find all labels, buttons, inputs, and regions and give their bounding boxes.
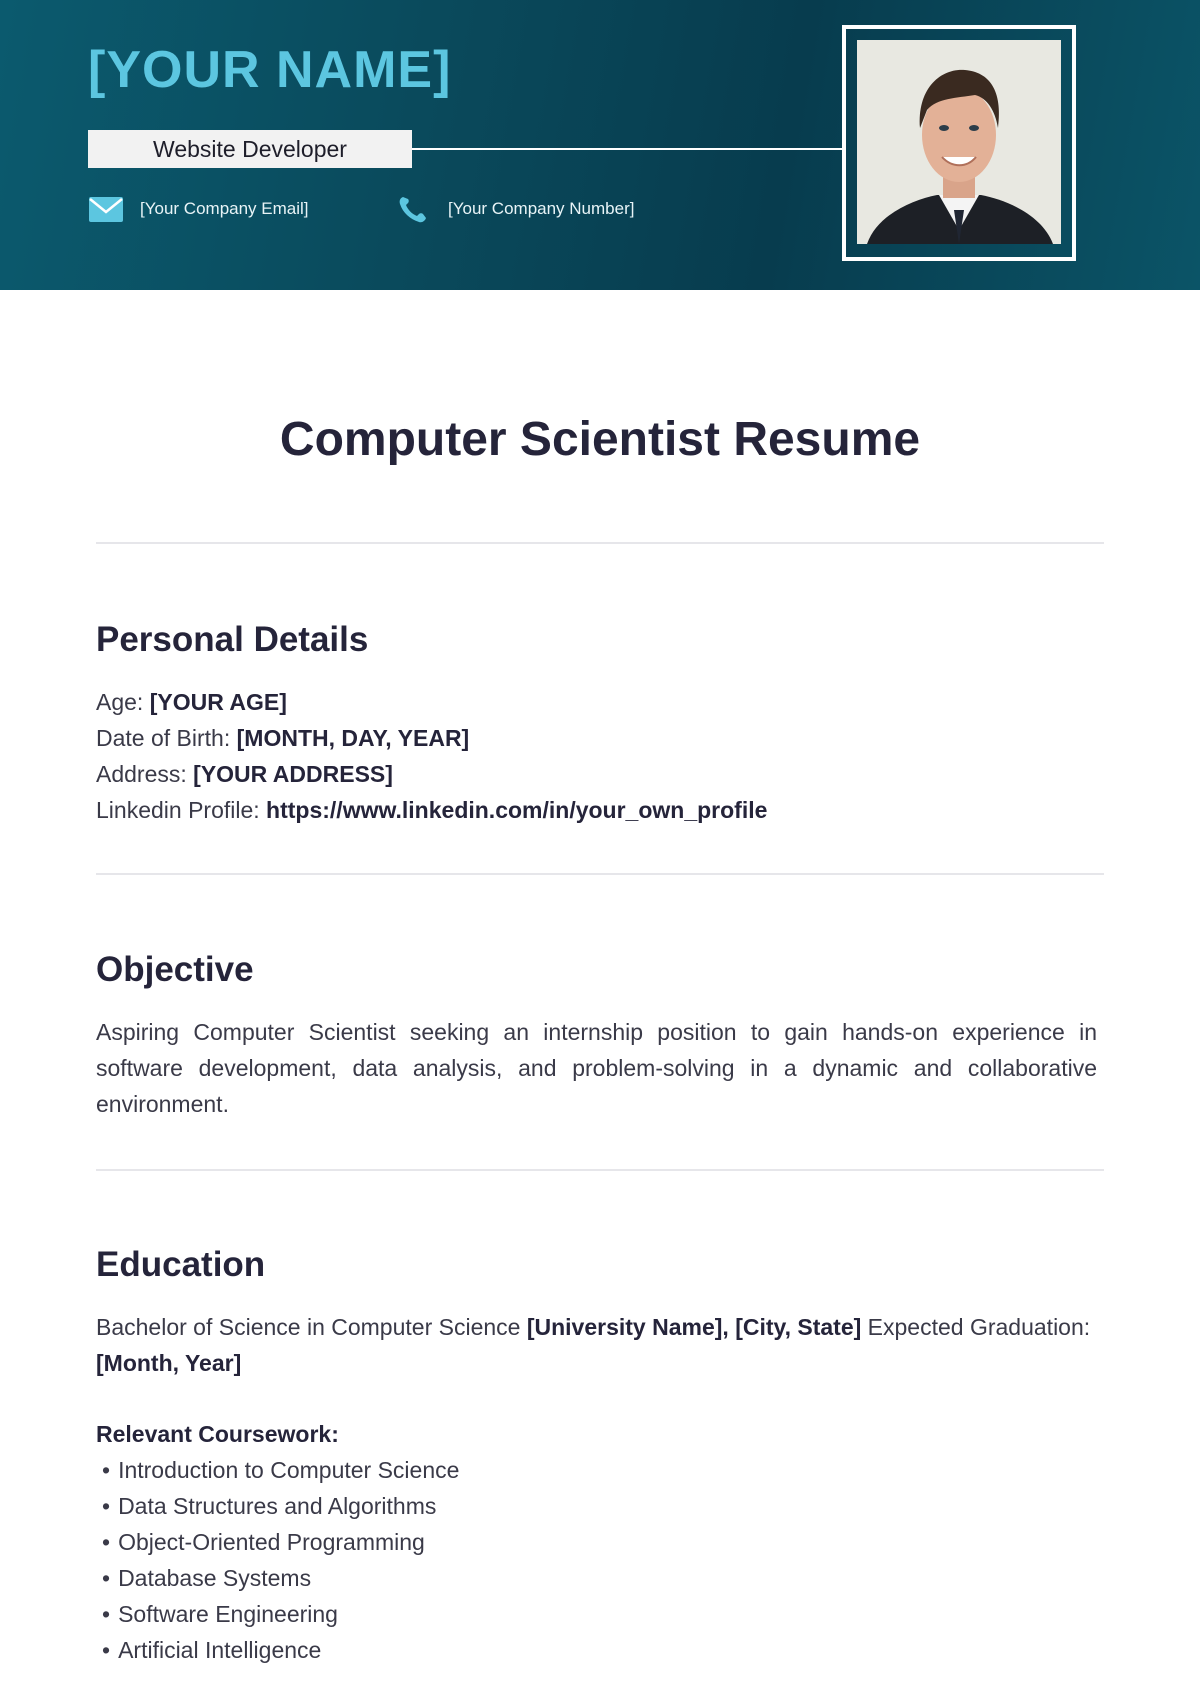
list-item: • Introduction to Computer Science bbox=[102, 1452, 459, 1488]
graduation-date: [Month, Year] bbox=[96, 1350, 242, 1376]
linkedin-link[interactable]: https://www.linkedin.com/in/your_own_profile bbox=[266, 797, 768, 823]
linkedin-label: Linkedin Profile: bbox=[96, 797, 260, 823]
personal-details-list bbox=[96, 684, 1096, 828]
list-item: • Artificial Intelligence bbox=[102, 1632, 459, 1668]
coursework-label: Relevant Coursework: bbox=[96, 1421, 339, 1447]
list-item: • Data Structures and Algorithms bbox=[102, 1488, 459, 1524]
objective-heading: Objective bbox=[96, 950, 254, 989]
dob-value: [MONTH, DAY, YEAR] bbox=[236, 725, 470, 751]
linkedin-row bbox=[96, 792, 1096, 828]
section-divider bbox=[96, 1169, 1104, 1171]
list-item: • Software Engineering bbox=[102, 1596, 459, 1632]
phone-contact bbox=[396, 194, 634, 224]
dob-row bbox=[96, 720, 1096, 756]
address-row bbox=[96, 756, 1096, 792]
education-degree bbox=[96, 1309, 1096, 1381]
coursework-list bbox=[102, 1452, 459, 1668]
profile-photo bbox=[857, 40, 1061, 244]
phone-icon bbox=[396, 194, 432, 224]
email-contact bbox=[88, 194, 309, 224]
age-label: Age: bbox=[96, 689, 144, 715]
section-divider bbox=[96, 542, 1104, 544]
job-title-box bbox=[88, 130, 412, 168]
phone-text: [Your Company Number] bbox=[448, 199, 635, 218]
university-text: [University Name], [City, State] bbox=[526, 1314, 862, 1340]
coursework-heading bbox=[96, 1416, 1096, 1452]
envelope-icon bbox=[88, 194, 124, 224]
header-connector-line bbox=[412, 148, 844, 150]
address-value: [YOUR ADDRESS] bbox=[193, 761, 393, 787]
degree-text: Bachelor of Science in Computer Science bbox=[96, 1314, 521, 1340]
personal-details-heading: Personal Details bbox=[96, 620, 369, 659]
email-text: [Your Company Email] bbox=[140, 199, 309, 218]
header-band bbox=[0, 0, 1200, 290]
candidate-name: [YOUR NAME] bbox=[88, 41, 452, 99]
job-title: Website Developer bbox=[153, 135, 347, 162]
address-label: Address: bbox=[96, 761, 187, 787]
objective-text: Aspiring Computer Scientist seeking an internship position to gain hands-on experience in software development, data analysis, and problem-solving in a dynamic and collaborative environment. bbox=[96, 1019, 1097, 1117]
document-title: Computer Scientist Resume bbox=[279, 413, 921, 466]
age-value: [YOUR AGE] bbox=[149, 689, 287, 715]
list-item: • Database Systems bbox=[102, 1560, 459, 1596]
profile-photo-frame bbox=[842, 25, 1076, 261]
list-item: • Object-Oriented Programming bbox=[102, 1524, 459, 1560]
expected-label: Expected Graduation: bbox=[867, 1314, 1091, 1340]
dob-label: Date of Birth: bbox=[96, 725, 231, 751]
education-heading: Education bbox=[96, 1245, 266, 1284]
age-row bbox=[96, 684, 1096, 720]
section-divider bbox=[96, 873, 1104, 875]
